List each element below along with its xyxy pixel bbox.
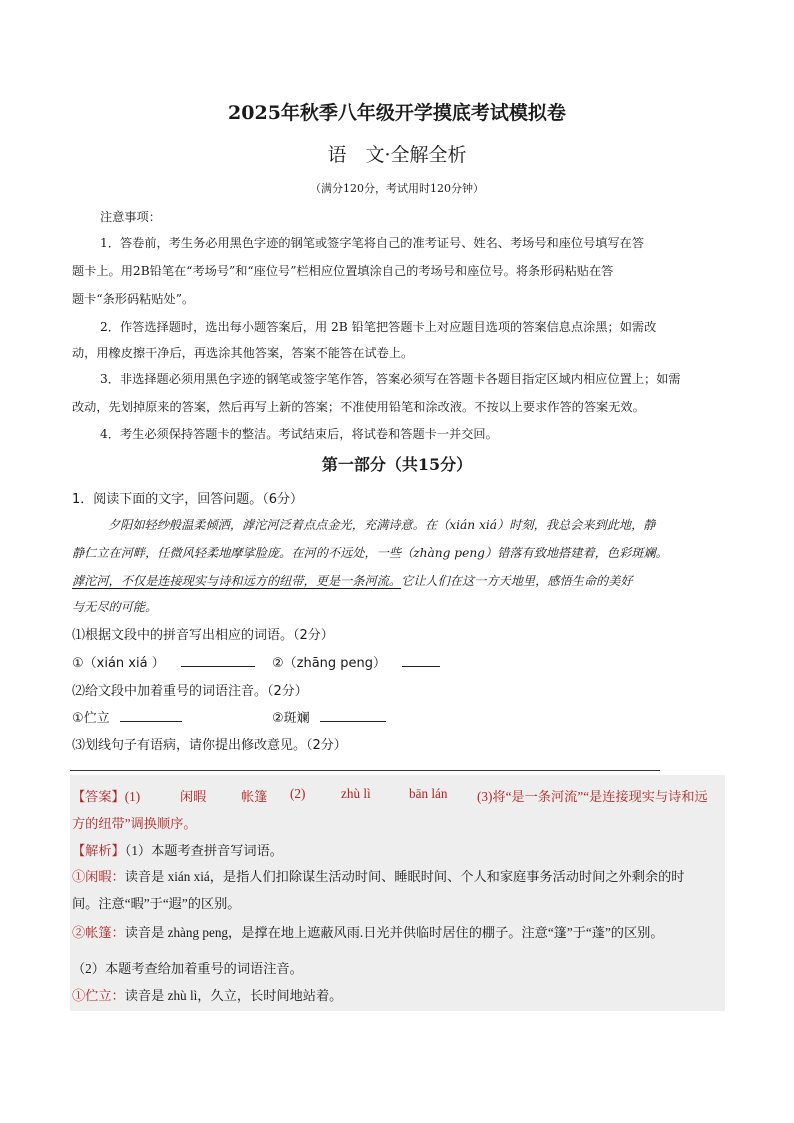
notice-item3-line1: 3．非选择题必须用黑色字迹的钢笔或签字笔作答，答案必须写在答题卡各题目指定区域内相应位置上；如需 [100, 372, 681, 386]
notice-item1-line3: 题卡“条形码粘贴处”。 [72, 292, 195, 306]
answer-zhangpeng: 帐篷 [241, 789, 268, 804]
answer-line2: 方的纽带”调换顺序。 [72, 816, 197, 831]
notice-item1-line1: 1．答卷前，考生务必用黑色字迹的钢笔或签字笔将自己的准考证号、姓名、考场号和座位号填写在答 [100, 236, 645, 250]
answer-label: 【答案】 [72, 789, 125, 804]
sub2a-label: ①伫立 [72, 711, 110, 726]
answer-part2-num: (2) [290, 786, 306, 801]
answer-blank[interactable] [120, 709, 182, 722]
sub-question-1a [72, 652, 255, 671]
notice-item2-line1: 2．作答选择题时，选出每小题答案后，用 2B 铅笔把答题卡上对应题目选项的答案信息点涂黑；如需改 [100, 320, 657, 334]
exam-note: （满分120分，考试用时120分钟） [310, 182, 484, 195]
answer-zhuli: zhù lì [341, 786, 371, 801]
notice-item2-line2: 动，用橡皮擦干净后，再选涂其他答案，答案不能答在试卷上。 [72, 346, 414, 360]
analysis-item2-term: ②帐篷： [72, 925, 125, 940]
notice-item4: 4．考生必须保持答题卡的整洁。考试结束后，将试卷和答题卡一并交回。 [100, 427, 498, 441]
sub-question-1b [272, 652, 440, 671]
analysis-item3 [72, 985, 342, 1004]
answer-blank[interactable] [320, 709, 386, 722]
passage-line2: 静仁立在河畔，任微风轻柔地摩挲脸庞。在河的不远处，一些（zhàng peng）错落有致地搭建着，色彩斑斓。 [72, 546, 668, 560]
analysis-item1-text: 读音是 xián xiá，是指人们扣除谋生活动时间、睡眠时间、个人和家庭事务活动时间之外剩余的时 [124, 869, 685, 884]
notice-item1-line2: 题卡上。用2B铅笔在“考场号”和“座位号”栏相应位置填涂自己的考场号和座位号。将条形码粘贴在答 [72, 264, 614, 278]
sub-question-1: ⑴根据文段中的拼音写出相应的词语。（2分） [72, 628, 334, 643]
answer-part1-num: (1) [124, 789, 141, 804]
answer-line[interactable] [70, 770, 660, 771]
part1-title: 第一部分（共15分） [321, 455, 473, 474]
page-title: 2025年秋季八年级开学摸底考试模拟卷 [228, 102, 566, 124]
passage-line3 [72, 572, 633, 589]
answer-blank[interactable] [181, 654, 255, 667]
analysis-item3-text: 读音是 zhù lì，久立，长时间地站着。 [124, 988, 343, 1003]
analysis-item3-term: ①伫立： [72, 988, 125, 1003]
sub1a-label: ①（xián xiá ） [72, 656, 165, 671]
sub-question-3: ⑶划线句子有语病，请你提出修改意见。（2分） [72, 738, 347, 753]
passage-line4: 与无尽的可能。 [72, 600, 158, 614]
answer-blank[interactable] [402, 654, 440, 667]
page-subtitle: 语 文·全解全析 [327, 144, 467, 166]
notice-item3-line2: 改动，先划掉原来的答案，然后再写上新的答案；不准使用铅笔和涂改液。不按以上要求作答的答案无效。 [72, 400, 645, 414]
sub-question-2a [72, 707, 182, 726]
analysis-item1 [72, 866, 684, 885]
analysis-item2-text: 读音是 zhàng peng，是撑在地上遮蔽风雨.日光并供临时居住的棚子。注意“篷”于“蓬”的区别。 [124, 925, 664, 940]
question-1: 1．阅读下面的文字，回答问题。（6分） [72, 492, 304, 507]
notice-heading: 注意事项： [100, 210, 161, 224]
analysis-label: 【解析】 [72, 843, 125, 858]
analysis-item2 [72, 922, 664, 941]
underlined-sentence: 滹沱河，不仅是连接现实与诗和远方的纽带，更是一条河流。 [72, 574, 402, 588]
sub1b-label: ②（zhāng peng） [272, 656, 387, 671]
passage-line1: 夕阳如轻纱般温柔倾洒，滹沱河泛着点点金光，充满诗意。在（xián xiá）时刻，我总会来到此地，静 [108, 518, 656, 532]
analysis-part2: （2）本题考查给加着重号的词语注音。 [72, 961, 303, 976]
analysis-item1-cont: 间。注意“暇”于“遐”的区别。 [72, 896, 241, 911]
sub-question-2: ⑵给文段中加着重号的词语注音。（2分） [72, 684, 308, 699]
analysis-part1: （1）本题考查拼音写词语。 [124, 843, 283, 858]
answer-part3: (3)将“是一条河流”“是连接现实与诗和远 [477, 789, 708, 804]
analysis-item1-term: ①闲暇： [72, 869, 125, 884]
sub-question-2b [272, 707, 386, 726]
sub2b-label: ②斑斓 [272, 711, 310, 726]
answer-line1 [72, 786, 140, 805]
answer-xianxia: 闲暇 [180, 789, 207, 804]
analysis-line1 [72, 840, 283, 859]
answer-banlan: bān lán [409, 786, 448, 801]
passage-line3-rest: 它让人们在这一方天地里，感悟生命的美好 [401, 574, 633, 588]
